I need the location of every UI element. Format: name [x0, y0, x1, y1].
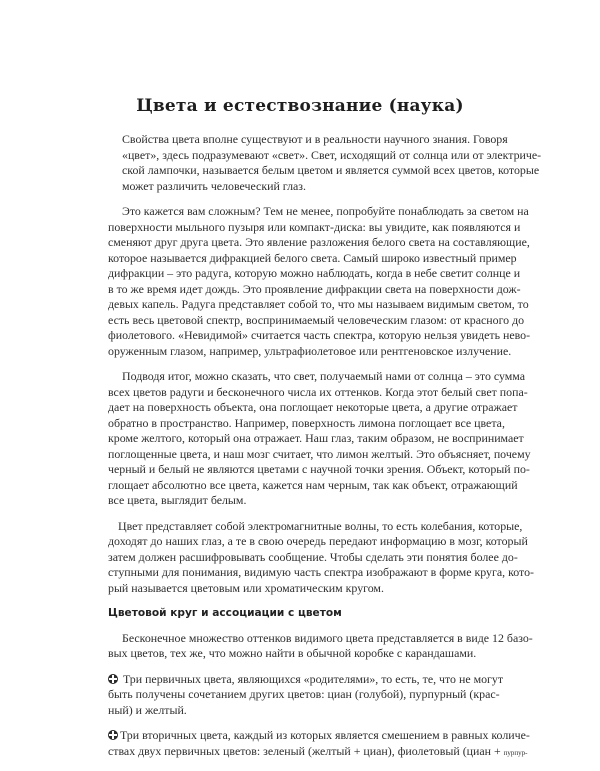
- text-line: все цвета, выглядит белым.: [108, 493, 247, 507]
- text-line: ской лампочки, называется белым цветом и является суммой всех цветов, которые: [122, 163, 540, 177]
- plus-in-circle-icon: [108, 730, 118, 740]
- text-line: вых цветов, тех же, что можно найти в обычной коробке с карандашами.: [108, 646, 477, 660]
- page-title: Цвета и естествознание (наука): [136, 96, 464, 116]
- bullet-text: Три вторичных цвета, каждый из которых является смешением в равных количе-: [120, 728, 530, 742]
- text-line: обратно в пространство. Например, поверхность лимона поглощает все цвета,: [108, 415, 505, 430]
- paragraph-5: [108, 630, 533, 662]
- text-line: рый называется цветовым или хроматическим кругом.: [108, 580, 384, 595]
- text-line: дает на поверхность объекта, она поглощает некоторые цвета, а другие отражает: [108, 400, 518, 414]
- text-line: Свойства цвета вполне существуют и в реальности научного знания. Говоря: [122, 132, 508, 146]
- text-line: может различить человеческий глаз.: [122, 178, 306, 193]
- text-line: которое называется дифракцией белого света. Самый широко известный пример: [108, 250, 517, 265]
- text-line: Цвет представляет собой электромагнитные волны, то есть колебания, которые,: [118, 518, 523, 533]
- text-line: черный и белый не являются цветами с научной точки зрения. Объект, который по-: [108, 462, 530, 476]
- text-line: поверхности мыльного пузыря или компакт-диска: вы увидите, как появляются и: [108, 219, 521, 234]
- bullet-text: Три первичных цвета, являющихся «родителями», то есть, те, что не могут: [120, 671, 504, 686]
- bullet-item-2: [108, 728, 530, 761]
- paragraph-2: [108, 204, 531, 359]
- text-line: в то же время идет дождь. Это проявление дифракции света на поверхности дож-: [108, 281, 521, 296]
- text-line: Это кажется вам сложным? Тем не менее, попробуйте понаблюдать за светом на: [122, 204, 529, 218]
- text-line: [108, 728, 530, 744]
- text-line: [108, 671, 504, 688]
- section-subheading: Цветовой круг и ассоциации с цветом: [108, 607, 342, 619]
- plus-in-circle-icon: [108, 674, 118, 684]
- text-line: «цвет», здесь подразумевают «свет». Свет, исходящий от солнца или от электриче-: [122, 147, 542, 162]
- paragraph-1: [108, 132, 542, 194]
- page-body: [108, 132, 542, 771]
- text-line: всех цветов радуги и бесконечного числа их оттенков. Когда этот белый свет попа-: [108, 384, 528, 399]
- text-line: оруженным глазом, например, ультрафиолетовое или рентгеновское излучение.: [108, 343, 512, 358]
- text-line: ный) и желтый.: [108, 702, 187, 717]
- text-line: быть получены сочетанием других цветов: циан (голубой), пурпурный (крас-: [108, 687, 500, 701]
- text-line: есть весь цветовой спектр, воспринимаемый человеческим глазом: от красного до: [108, 312, 525, 327]
- text-line: девых капель. Радуга представляет собой то, что мы называем видимым светом, то: [108, 297, 529, 311]
- text-line: фиолетового. «Невидимой» считается часть спектра, которую нельзя увидеть нево-: [108, 328, 531, 342]
- text-line: Бесконечное множество оттенков видимого цвета представляется в виде 12 базо-: [122, 630, 533, 645]
- text-line: Подводя итог, можно сказать, что свет, получаемый нами от солнца – это сумма: [122, 369, 526, 383]
- text-line: [108, 743, 528, 762]
- paragraph-3: [108, 369, 531, 509]
- text-line: глощает абсолютно все цвета, кажется нам черным, так как объект, отражающий: [108, 477, 518, 492]
- bullet-text-small: пурпур-: [503, 748, 528, 757]
- text-line: сменяют друг друга цвета. Это явление разложения белого света на составляющие,: [108, 235, 530, 249]
- text-line: ступными для понимания, видимую часть спектра изображают в форме круга, кото-: [108, 565, 534, 579]
- paragraph-4: [108, 518, 534, 597]
- bullet-text: ствах двух первичных цветов: зеленый (желтый + циан), фиолетовый (циан +: [108, 743, 504, 758]
- text-line: доходят до наших глаз, а те в свою очередь передают информацию в мозг, который: [108, 534, 528, 548]
- text-line: кроме желтого, который она отражает. Наш глаз, таким образом, не воспринимает: [108, 431, 524, 445]
- bullet-item-1: [108, 671, 504, 719]
- text-line: дифракции – это радуга, которую можно наблюдать, когда в небе светит солнце и: [108, 266, 521, 280]
- text-line: затем должен расшифровывать сообщение. Чтобы сделать эти понятия более до-: [108, 549, 518, 564]
- text-line: поглощенные цвета, и наш мозг считает, что лимон желтый. Это объясняет, почему: [108, 446, 531, 461]
